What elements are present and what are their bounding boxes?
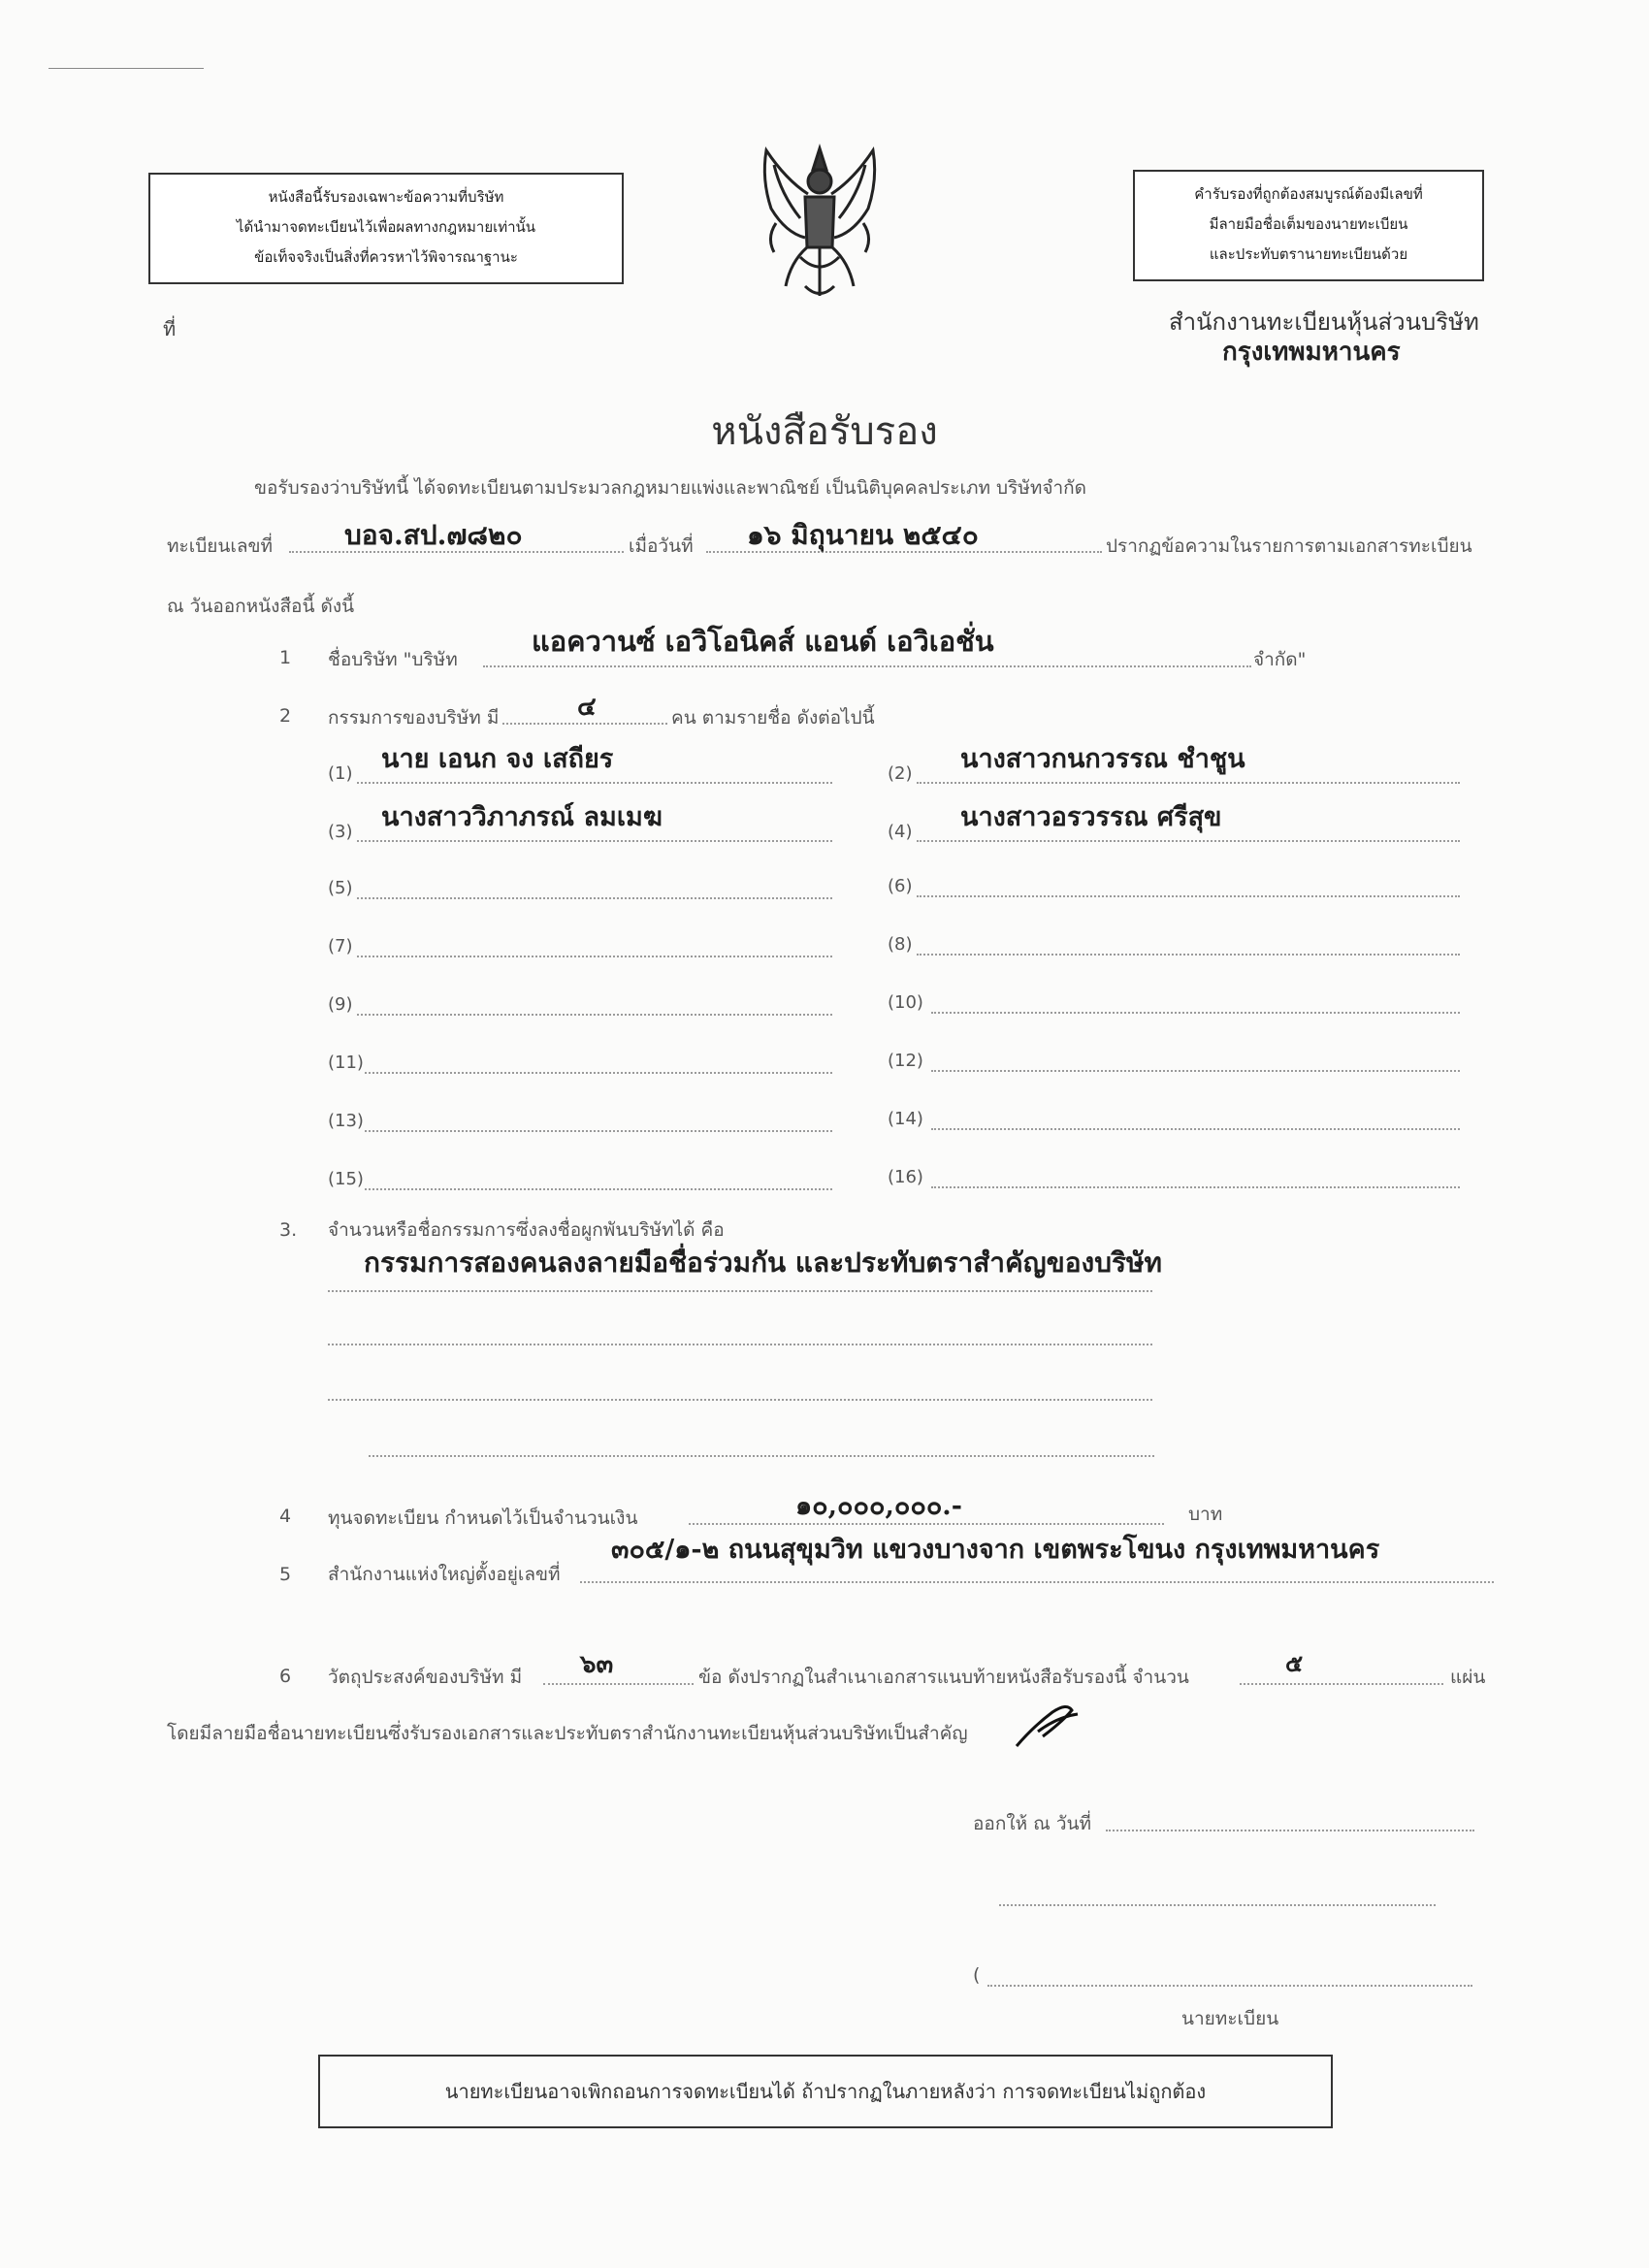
date-label: เมื่อวันที่ [629,535,694,557]
director-number: (12) [888,1051,923,1071]
director-number: (5) [328,878,353,898]
intro-line2-end: ปรากฏข้อความในรายการตามเอกสารทะเบียน [1106,535,1472,557]
item5-label: สำนักงานแห่งใหญ่ตั้งอยู่เลขที่ [328,1564,561,1585]
director-number: (10) [888,992,923,1013]
director-dots [365,1130,832,1132]
registrar-name-paren: ( [973,1964,981,1986]
item3-number: 3. [279,1219,298,1241]
intro-line3: ณ วันออกหนังสือนี้ ดังนี้ [167,596,355,617]
top-margin-line [48,68,204,69]
director-number: (13) [328,1111,364,1131]
head-office-address-value: ๓๐๕/๑-๒ ถนนสุขุมวิท แขวงบางจาก เขตพระโขนง กรุงเทพมหานคร [611,1535,1380,1565]
director-row [888,1101,1489,1136]
director-name: นางสาวอรวรรณ ศรีสุข [960,802,1222,832]
item2-number: 2 [279,705,292,727]
director-row [888,1043,1489,1078]
item1-suffix: จำกัด" [1253,649,1307,670]
issued-date-dots [1106,1830,1474,1831]
director-number: (4) [888,822,913,842]
item6-dots [543,1683,694,1685]
right-notice-line: มีลายมือชื่อเต็มของนายทะเบียน [1209,215,1408,233]
right-notice-box [1133,170,1484,281]
director-row [328,1043,832,1078]
director-dots [357,897,832,899]
director-row [888,868,1489,903]
director-name: นางสาววิภาภรณ์ ลมเมฆ [381,802,663,832]
registrar-office-line1: สำนักงานทะเบียนหุ้นส่วนบริษัท [1169,308,1479,336]
director-dots [365,1072,832,1074]
registrar-name-dots [987,1985,1472,1987]
item1-dots [483,665,1251,667]
director-row [328,868,832,903]
registrar-signature-dots [999,1904,1436,1906]
item1-label: ชื่อบริษัท "บริษัท [328,649,458,670]
director-number: (16) [888,1167,923,1187]
director-dots [917,840,1460,842]
item1-number: 1 [279,647,292,668]
director-dots [917,782,1460,784]
director-row [888,926,1489,961]
director-row [888,744,1489,784]
item6-number: 6 [279,1666,292,1687]
director-row [888,1159,1489,1194]
director-dots [931,1128,1460,1130]
authorized-signatory-value: กรรมการสองคนลงลายมือชื่อร่วมกัน และประทับตราสำคัญของบริษัท [364,1247,1162,1279]
registrar-office-line2: กรุงเทพมหานคร [1222,338,1401,367]
director-row [328,985,832,1020]
director-name: นางสาวกนกวรรณ ชำชูน [960,744,1245,774]
item4-suffix: บาท [1188,1504,1223,1525]
director-dots [357,840,832,842]
director-number: (2) [888,763,913,784]
reference-label: ที่ [163,317,177,340]
left-notice-line: ได้นำมาจดทะเบียนไว้เพื่อผลทางกฎหมายเท่านั้น [236,218,536,236]
director-name: นาย เอนก จง เสถียร [381,744,614,774]
registrar-label: นายทะเบียน [1181,2008,1279,2029]
director-dots [931,1012,1460,1014]
intro-line1: ขอรับรองว่าบริษัทนี้ ได้จดทะเบียนตามประมวลกฎหมายแพ่งและพาณิชย์ เป็นนิติบุคคลประเภท บริษัทจำกัด [254,477,1086,499]
item6-label: วัตถุประสงค์ของบริษัท มี [328,1667,523,1688]
director-number: (1) [328,763,353,784]
director-number: (7) [328,936,353,956]
director-number: (8) [888,934,913,955]
director-row [328,802,832,842]
bottom-notice-box [318,2055,1333,2128]
director-row [888,802,1489,842]
item3-dots [328,1290,1152,1292]
director-row [328,1159,832,1194]
director-dots [931,1070,1460,1072]
left-notice-line: ข้อเท็จจริงเป็นสิ่งที่ควรหาไว้พิจารณาฐานะ [254,248,518,266]
director-row [328,1101,832,1136]
director-dots [917,954,1460,956]
reg-no-value: บอจ.สป.๗๘๒๐ [344,519,523,551]
director-dots [357,782,832,784]
item4-label: ทุนจดทะเบียน กำหนดไว้เป็นจำนวนเงิน [328,1507,638,1529]
item3-label: จำนวนหรือชื่อกรรมการซึ่งลงชื่อผูกพันบริษัทได้ คือ [328,1219,725,1241]
item2-suffix: คน ตามรายชื่อ ดังต่อไปนี้ [671,707,875,729]
item5-dots [580,1581,1494,1583]
director-number: (6) [888,876,913,896]
director-dots [357,1014,832,1016]
document-title: หนังสือรับรอง [711,409,938,454]
director-number: (11) [328,1053,364,1073]
item6-pages-dots [1240,1683,1443,1685]
director-number: (15) [328,1169,364,1189]
left-notice-box [148,173,624,284]
director-dots [931,1186,1460,1188]
director-number: (9) [328,994,353,1015]
director-count-value: ๔ [577,693,597,722]
item5-number: 5 [279,1564,292,1585]
item6-middle: ข้อ ดังปรากฏในสำเนาเอกสารแนบท้ายหนังสือรับรองนี้ จำนวน [698,1667,1189,1688]
left-notice-line: หนังสือนี้รับรองเฉพาะข้อความที่บริษัท [268,188,504,206]
right-notice-line: และประทับตรานายทะเบียนด้วย [1209,245,1408,263]
item6-suffix: แผ่น [1450,1667,1486,1688]
director-row [328,744,832,784]
item3-dots [328,1399,1152,1401]
registered-capital-value: ๑๐,๐๐๐,๐๐๐.- [795,1491,962,1521]
objectives-count-value: ๖๓ [580,1650,614,1679]
item6-line2: โดยมีลายมือชื่อนายทะเบียนซึ่งรับรองเอกสารและประทับตราสำนักงานทะเบียนหุ้นส่วนบริษัทเป็นสำคัญ [167,1723,968,1744]
signature-scribble-icon [1014,1702,1082,1755]
director-dots [357,956,832,957]
right-notice-line: คำรับรองที่ถูกต้องสมบูรณ์ต้องมีเลขที่ [1194,185,1423,203]
director-dots [365,1188,832,1190]
director-dots [917,895,1460,897]
director-row [328,926,832,961]
item3-dots [369,1455,1154,1457]
company-name-value: แอควานซ์ เอวิโอนิคส์ แอนด์ เอวิเอชั่น [532,625,994,658]
reg-no-label: ทะเบียนเลขที่ [167,535,274,557]
date-value: ๑๖ มิถุนายน ๒๕๔๐ [747,519,979,551]
issued-date-label: ออกให้ ณ วันที่ [973,1813,1092,1834]
attachment-pages-value: ๕ [1285,1649,1304,1677]
item2-label: กรรมการของบริษัท มี [328,707,500,729]
item4-number: 4 [279,1506,292,1527]
item3-dots [328,1344,1152,1345]
director-number: (14) [888,1109,923,1129]
director-number: (3) [328,822,353,842]
bottom-notice-text: นายทะเบียนอาจเพิกถอนการจดทะเบียนได้ ถ้าปรากฏในภายหลังว่า การจดทะเบียนไม่ถูกต้อง [444,2080,1207,2103]
garuda-emblem-icon [747,141,892,305]
director-row [888,985,1489,1020]
